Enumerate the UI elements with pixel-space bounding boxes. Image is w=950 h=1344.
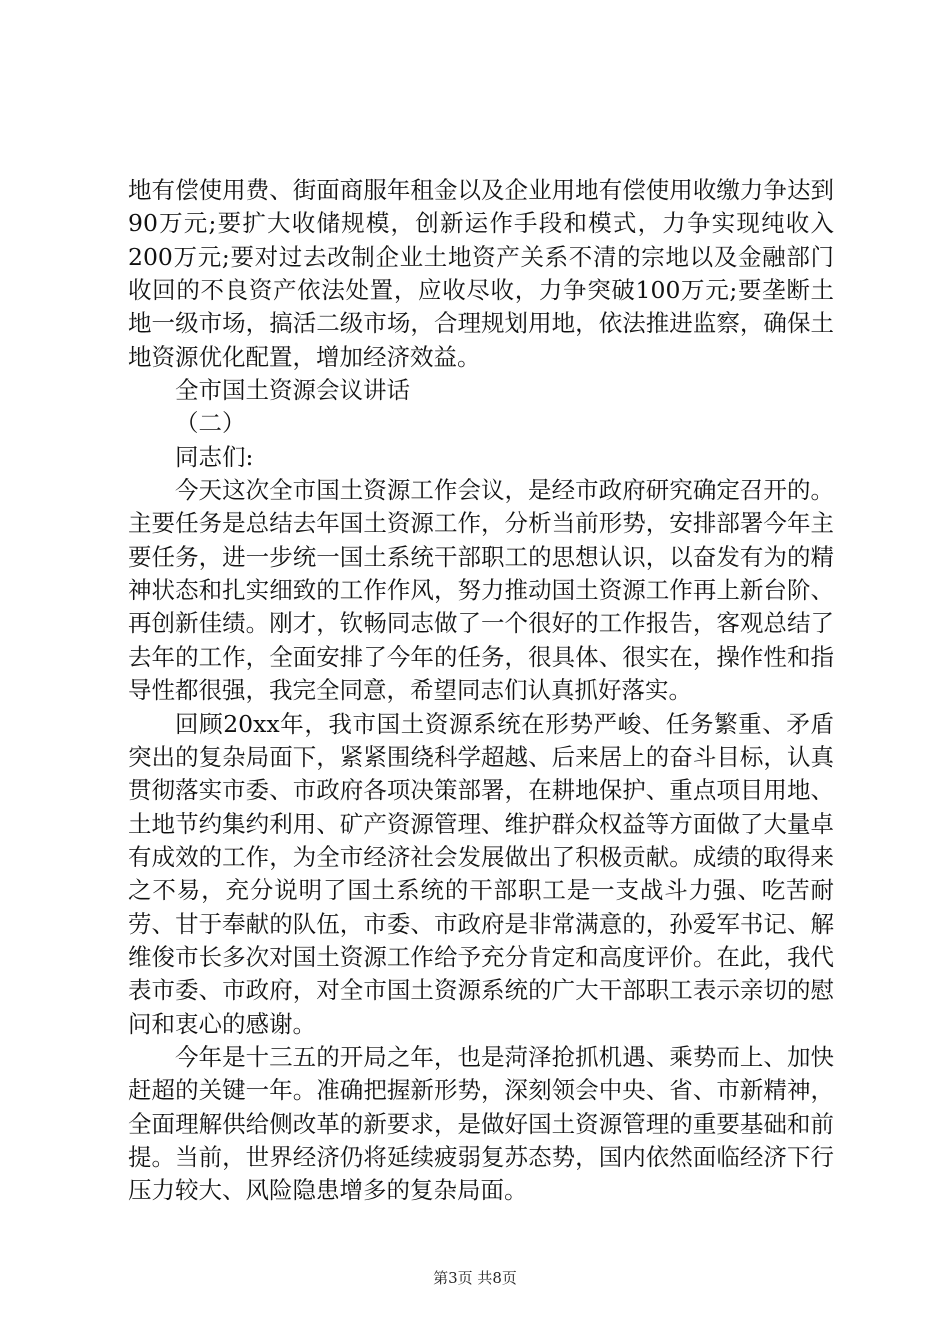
- page-number-footer: 第3页 共8页: [433, 1269, 517, 1287]
- paragraph-continuation: 地有偿使用费、街面商服年租金以及企业用地有偿使用收缴力争达到90万元;要扩大收储规模，创新运作手段和模式，力争实现纯收入200万元;要对过去改制企业土地资产关系不清的宗地以及金融部门收回的不良资产依法处置，应收尽收，力争突破100万元;要垄断土地一级市场，搞活二级市场，合理规划用地，依法推进监察，确保土地资源优化配置，增加经济效益。: [128, 176, 834, 371]
- speech-title: 全市国土资源会议讲话: [175, 376, 410, 405]
- paragraph-meeting-purpose: 今天这次全市国土资源工作会议，是经市政府研究确定召开的。主要任务是总结去年国土资源工作，分析当前形势，安排部署今年主要任务，进一步统一国土系统干部职工的思想认识，以奋发有为的精神状态和扎实细致的工作作风，努力推动国土资源工作再上新台阶、再创新佳绩。刚才，钦畅同志做了一个很好的工作报告，客观总结了去年的工作，全面安排了今年的任务，很具体、很实在，操作性和指导性都很强，我完全同意，希望同志们认真抓好落实。: [128, 476, 834, 705]
- document-body: [128, 174, 834, 1208]
- paragraph-current-situation: 今年是十三五的开局之年，也是菏泽抢抓机遇、乘势而上、加快赶超的关键一年。准确把握新形势，深刻领会中央、省、市新精神，全面理解供给侧改革的新要求，是做好国土资源管理的重要基础和前提。当前，世界经济仍将延续疲弱复苏态势，国内依然面临经济下行压力较大、风险隐患增多的复杂局面。: [128, 1042, 834, 1205]
- paragraph-review: 回顾20xx年，我市国土资源系统在形势严峻、任务繁重、矛盾突出的复杂局面下，紧紧围绕科学超越、后来居上的奋斗目标，认真贯彻落实市委、市政府各项决策部署，在耕地保护、重点项目用地、土地节约集约利用、矿产资源管理、维护群众权益等方面做了大量卓有成效的工作，为全市经济社会发展做出了积极贡献。成绩的取得来之不易，充分说明了国土系统的干部职工是一支战斗力强、吃苦耐劳、甘于奉献的队伍，市委、市政府是非常满意的，孙爱军书记、解维俊市长多次对国土资源工作给予充分肯定和高度评价。在此，我代表市委、市政府，对全市国土资源系统的广大干部职工表示亲切的慰问和衷心的感谢。: [128, 709, 834, 1038]
- salutation: 同志们:: [175, 442, 254, 471]
- section-number: （二）: [175, 409, 246, 438]
